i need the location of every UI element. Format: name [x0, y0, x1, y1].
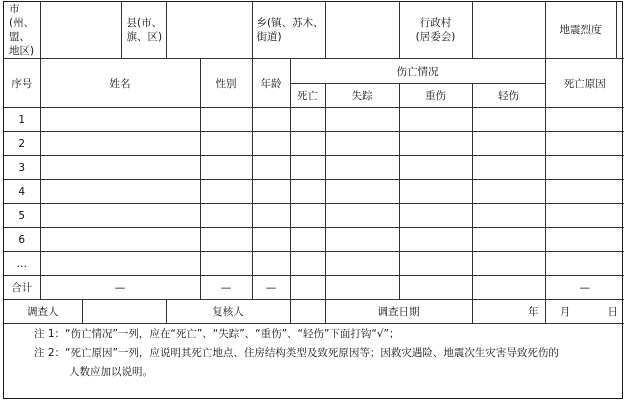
- month-label: 月: [559, 306, 571, 318]
- serious-cell[interactable]: [399, 252, 472, 276]
- serious-cell[interactable]: [399, 204, 472, 228]
- dead-cell[interactable]: [290, 180, 325, 204]
- gender-cell[interactable]: [200, 204, 252, 228]
- row-seq: 6: [4, 228, 40, 252]
- age-cell[interactable]: [252, 108, 290, 132]
- table-row: [4, 204, 624, 228]
- village-label: 行政村 (居委会): [399, 2, 472, 59]
- minor-cell[interactable]: [472, 180, 545, 204]
- serious-cell[interactable]: [399, 156, 472, 180]
- cause-cell[interactable]: [545, 180, 624, 204]
- gender-cell[interactable]: [200, 228, 252, 252]
- note-2-continuation: 人数应加以说明。: [69, 366, 153, 378]
- cause-cell[interactable]: [545, 252, 624, 276]
- gender-cell[interactable]: [200, 108, 252, 132]
- county-field[interactable]: [166, 2, 252, 59]
- town-label: 乡(镇、苏木、街道): [252, 2, 325, 59]
- name-cell[interactable]: [40, 132, 200, 156]
- table-row: [4, 132, 624, 156]
- missing-cell[interactable]: [325, 252, 399, 276]
- row-seq: 4: [4, 180, 40, 204]
- missing-cell[interactable]: [325, 108, 399, 132]
- table-row: [4, 228, 624, 252]
- serious-cell[interactable]: [399, 108, 472, 132]
- dead-cell[interactable]: [290, 132, 325, 156]
- serious-header: 重伤: [399, 84, 472, 108]
- investigator-label: 调查人: [4, 300, 82, 324]
- total-gender-dash: —: [200, 276, 252, 300]
- minor-cell[interactable]: [472, 132, 545, 156]
- name-cell[interactable]: [40, 180, 200, 204]
- table-row: [4, 252, 624, 276]
- row-seq: 1: [4, 108, 40, 132]
- name-cell[interactable]: [40, 156, 200, 180]
- total-name-dash: —: [40, 276, 200, 300]
- missing-cell[interactable]: [325, 204, 399, 228]
- name-header: 姓名: [40, 59, 200, 108]
- row-seq: 5: [4, 204, 40, 228]
- gender-cell[interactable]: [200, 180, 252, 204]
- note-2: 注 2：“死亡原因”一列，应说明其死亡地点、住房结构类型及致死原因等；因救灾遇险、地震次生灾害导致死伤的: [34, 347, 559, 359]
- gender-cell[interactable]: [200, 156, 252, 180]
- missing-cell[interactable]: [325, 180, 399, 204]
- age-cell[interactable]: [252, 204, 290, 228]
- name-cell[interactable]: [40, 204, 200, 228]
- name-cell[interactable]: [40, 108, 200, 132]
- age-header: 年龄: [252, 59, 290, 108]
- total-missing-cell[interactable]: [325, 276, 399, 300]
- missing-cell[interactable]: [325, 132, 399, 156]
- age-cell[interactable]: [252, 252, 290, 276]
- total-label: 合计: [4, 276, 40, 300]
- row-seq: 3: [4, 156, 40, 180]
- minor-cell[interactable]: [472, 156, 545, 180]
- total-age-dash: —: [252, 276, 290, 300]
- county-label: 县(市、旗、区): [121, 2, 166, 59]
- table-row: [4, 156, 624, 180]
- day-label: 日: [607, 306, 619, 318]
- dead-cell[interactable]: [290, 228, 325, 252]
- cause-cell[interactable]: [545, 108, 624, 132]
- seq-header: 序号: [4, 59, 40, 108]
- gender-header: 性别: [200, 59, 252, 108]
- minor-cell[interactable]: [472, 108, 545, 132]
- minor-cell[interactable]: [472, 228, 545, 252]
- town-field[interactable]: [325, 2, 399, 59]
- name-cell[interactable]: [40, 228, 200, 252]
- total-dead-cell[interactable]: [290, 276, 325, 300]
- gender-cell[interactable]: [200, 252, 252, 276]
- year-label: 年: [528, 306, 539, 318]
- gender-cell[interactable]: [200, 132, 252, 156]
- casualty-survey-form: [3, 1, 623, 399]
- age-cell[interactable]: [252, 228, 290, 252]
- date-label: 调查日期: [325, 300, 472, 324]
- dead-cell[interactable]: [290, 204, 325, 228]
- cause-cell[interactable]: [545, 204, 624, 228]
- intensity-field[interactable]: [616, 2, 624, 59]
- missing-cell[interactable]: [325, 156, 399, 180]
- reviewer-label: 复核人: [166, 300, 290, 324]
- serious-cell[interactable]: [399, 228, 472, 252]
- city-label: 市(州、盟、地区): [4, 2, 40, 59]
- total-minor-cell[interactable]: [472, 276, 545, 300]
- city-field[interactable]: [40, 2, 121, 59]
- cause-cell[interactable]: [545, 228, 624, 252]
- dead-cell[interactable]: [290, 156, 325, 180]
- village-field[interactable]: [472, 2, 545, 59]
- minor-cell[interactable]: [472, 252, 545, 276]
- dead-header: 死亡: [290, 84, 325, 108]
- intensity-label: 地震烈度: [545, 2, 616, 59]
- minor-header: 轻伤: [472, 84, 545, 108]
- cause-cell[interactable]: [545, 132, 624, 156]
- missing-header: 失踪: [325, 84, 399, 108]
- serious-cell[interactable]: [399, 132, 472, 156]
- name-cell[interactable]: [40, 252, 200, 276]
- total-serious-cell[interactable]: [399, 276, 472, 300]
- note-1: 注 1：“伤亡情况”一列，应在“死亡”、“失踪”、“重伤”、“轻伤”下面打钩“√”；: [34, 328, 400, 340]
- table-row: [4, 180, 624, 204]
- total-row: [4, 276, 624, 300]
- age-cell[interactable]: [252, 156, 290, 180]
- minor-cell[interactable]: [472, 204, 545, 228]
- cause-cell[interactable]: [545, 156, 624, 180]
- casualty-group-header: 伤亡情况: [290, 59, 545, 84]
- dead-cell[interactable]: [290, 252, 325, 276]
- dead-cell[interactable]: [290, 108, 325, 132]
- row-seq: …: [4, 252, 40, 276]
- missing-cell[interactable]: [325, 228, 399, 252]
- survey-table: [4, 2, 624, 324]
- table-row: [4, 108, 624, 132]
- row-seq: 2: [4, 132, 40, 156]
- age-cell[interactable]: [252, 132, 290, 156]
- cause-header: 死亡原因: [545, 59, 624, 108]
- total-cause-dash: —: [545, 276, 624, 300]
- notes-section: [4, 319, 622, 382]
- serious-cell[interactable]: [399, 180, 472, 204]
- age-cell[interactable]: [252, 180, 290, 204]
